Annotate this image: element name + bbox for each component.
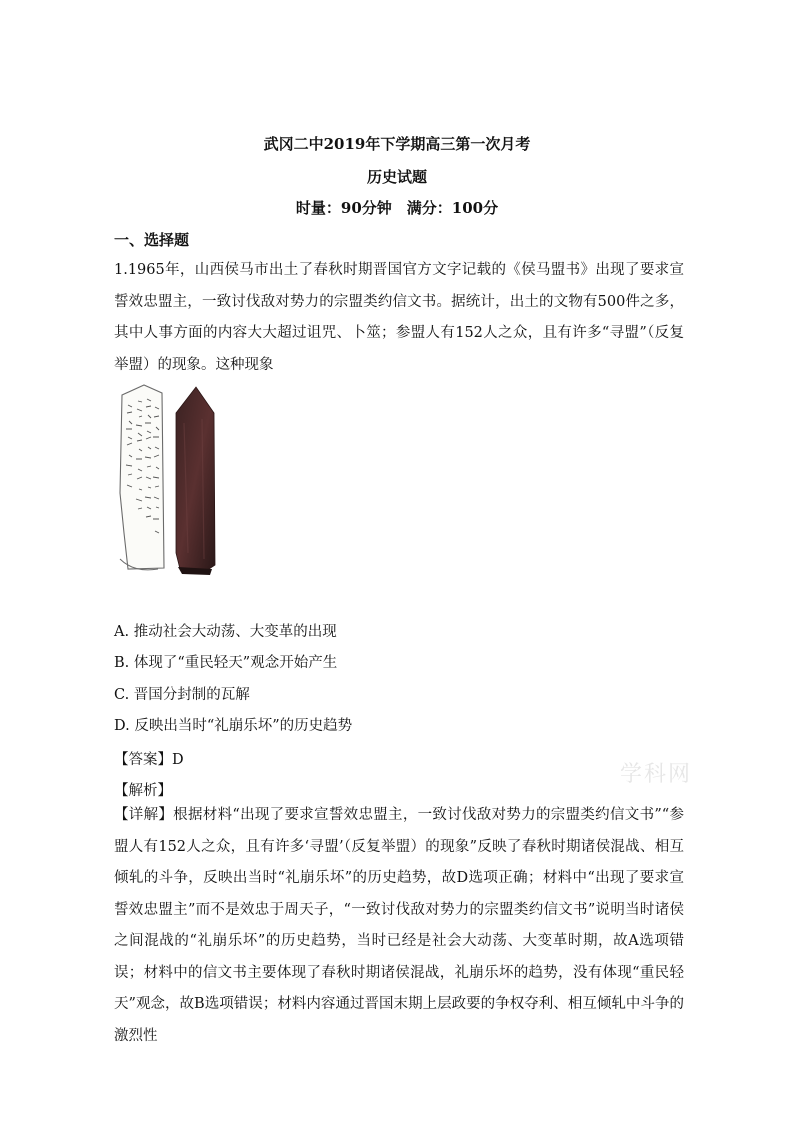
- exam-meta: 时量：90分钟 满分：100分: [295, 199, 499, 217]
- option-d: D. 反映出当时“礼崩乐坏”的历史趋势: [114, 718, 353, 734]
- answer: 【答案】D: [114, 752, 184, 768]
- houma-mengshu-image: [114, 383, 224, 578]
- question-text: 1.1965年，山西侯马市出土了春秋时期晋国官方文字记载的《侯马盟书》出现了要求宣誓效忠盟主，一致讨伐敌对势力的宗盟类约信文书。据统计，出土的文物有500件之多，其中人事方面的内容大大超过诅咒、卜筮；参盟人有152人之众，且有许多“寻盟”（反复举盟）的现象。这种现象: [114, 262, 684, 373]
- exam-title: 武冈二中2019年下学期高三第一次月考: [263, 135, 531, 153]
- section-title: 一、选择题: [114, 231, 190, 249]
- option-b: B. 体现了“重民轻天”观念开始产生: [114, 655, 338, 671]
- exam-subject: 历史试题: [366, 168, 427, 186]
- analysis-detail: 【详解】根据材料“出现了要求宣誓效忠盟主，一致讨伐敌对势力的宗盟类约信文书”“参盟人有152人之众，且有许多‘寻盟’（反复举盟）的现象”反映了春秋时期诸侯混战、相互倾轧的斗争，反映出当时“礼崩乐坏”的历史趋势，故D选项正确；材料中“出现了要求宣誓效忠盟主”而不是效忠于周天子，“一致讨伐敌对势力的宗盟类约信文书”说明当时诸侯之间混战的“礼崩乐坏”的历史趋势，当时已经是社会大动荡、大变革时期，故A选项错误；材料中的信文书主要体现了春秋时期诸侯混战，礼崩乐坏的趋势，没有体现“重民轻天”观念，故B选项错误；材料内容通过晋国末期上层政要的争权夺利、相互倾轧中斗争的激烈性: [114, 807, 684, 1044]
- option-a: A. 推动社会大动荡、大变革的出现: [114, 624, 337, 640]
- watermark: 学科网: [620, 762, 693, 787]
- analysis-label: 【解析】: [114, 783, 172, 799]
- option-c: C. 晋国分封制的瓦解: [114, 687, 250, 703]
